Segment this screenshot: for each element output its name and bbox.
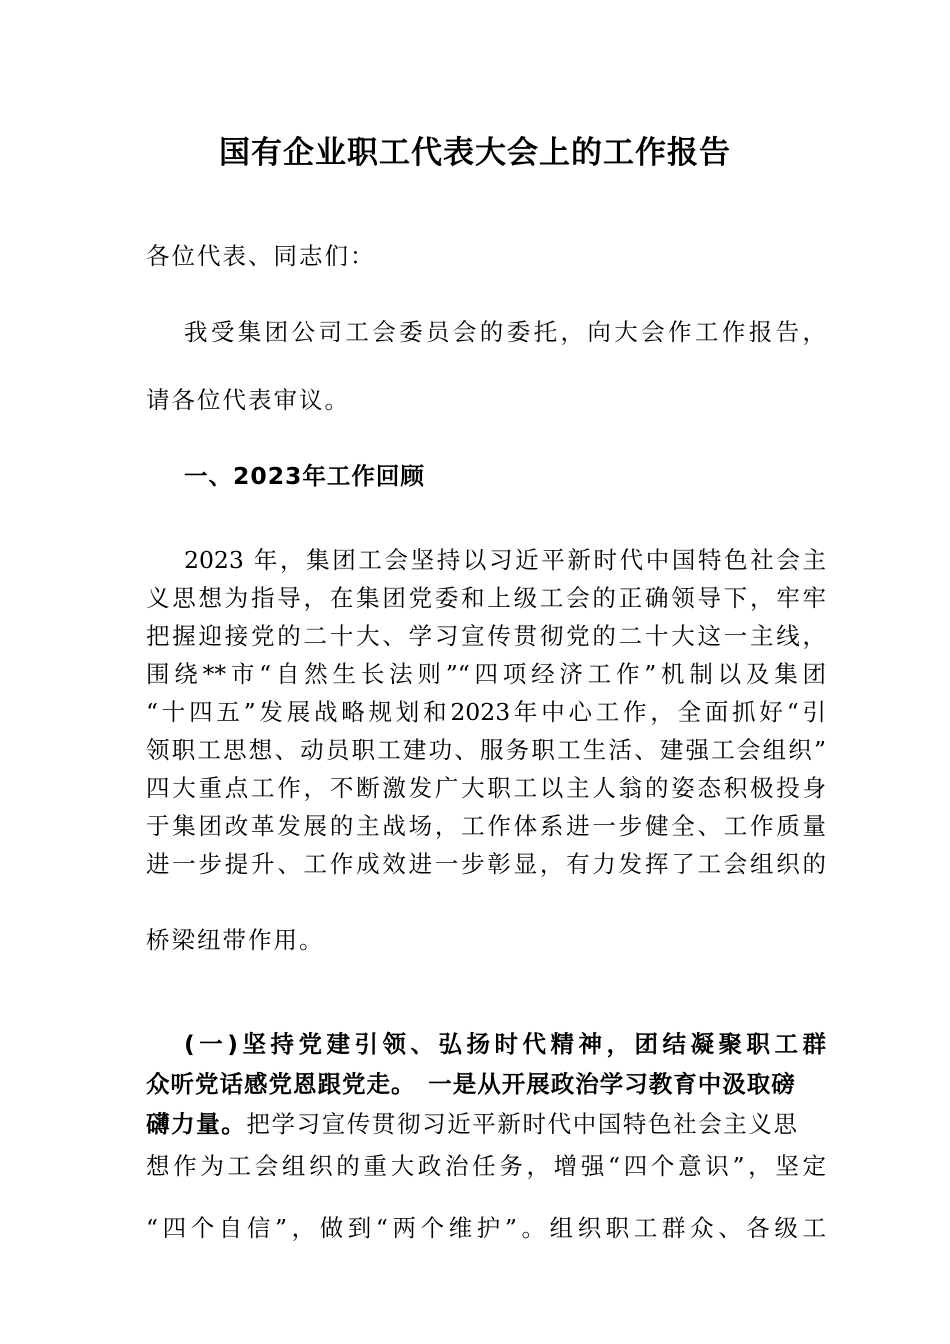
paragraph-line-1: 2023 年，集团工会坚持以习近平新时代中国特色社会主 (184, 546, 826, 574)
paragraph-line-10: 桥梁纽带作用。 (146, 926, 325, 954)
paragraph-line-2: 义思想为指导，在集团党委和上级工会的正确领导下，牢牢 (146, 584, 826, 612)
paragraph-line-12: 想作为工会组织的重大政治任务，增强“四个意识”，坚定 (146, 1152, 826, 1180)
paragraph-text: 把学习宣传贯彻习近平新时代中国特色社会主义思 (246, 1110, 799, 1138)
paragraph-line-9: 进一步提升、工作成效进一步彰显，有力发挥了工会组织的 (146, 850, 826, 878)
intro-line-1: 我受集团公司工会委员会的委托，向大会作工作报告， (184, 318, 826, 346)
subsection-heading-part-1: 众听党话感党恩跟党走。 (146, 1070, 404, 1098)
salutation: 各位代表、同志们： (146, 242, 376, 270)
paragraph-line-8: 于集团改革发展的主战场，工作体系进一步健全、工作质量 (146, 812, 826, 840)
intro-line-2: 请各位代表审议。 (146, 386, 350, 414)
subsection-heading-line-1: (一)坚持党建引领、弘扬时代精神，团结凝聚职工群 (184, 1030, 826, 1058)
paragraph-line-6: 领职工思想、动员职工建功、服务职工生活、建强工会组织” (146, 736, 826, 764)
document-title: 国有企业职工代表大会上的工作报告 (219, 135, 731, 171)
paragraph-line-11 (146, 1106, 826, 1142)
section-heading: 一、2023年工作回顾 (184, 462, 425, 490)
paragraph-line-13: “四个自信”，做到“两个维护”。组织职工群众、各级工 (146, 1214, 826, 1242)
paragraph-line-7: 四大重点工作，不断激发广大职工以主人翁的姿态积极投身 (146, 774, 826, 802)
heading-gap (404, 1070, 429, 1098)
paragraph-line-4: 围绕**市“自然生长法则”“四项经济工作”机制以及集团 (146, 660, 826, 688)
subsection-heading-line-2 (146, 1066, 826, 1102)
bold-lead-in: 礴力量。 (146, 1110, 247, 1138)
subsection-heading-part-2: 一是从开展政治学习教育中汲取磅 (428, 1070, 796, 1098)
paragraph-line-3: 把握迎接党的二十大、学习宣传贯彻党的二十大这一主线， (146, 622, 826, 650)
paragraph-line-5: “十四五”发展战略规划和2023年中心工作，全面抓好“引 (146, 698, 826, 726)
